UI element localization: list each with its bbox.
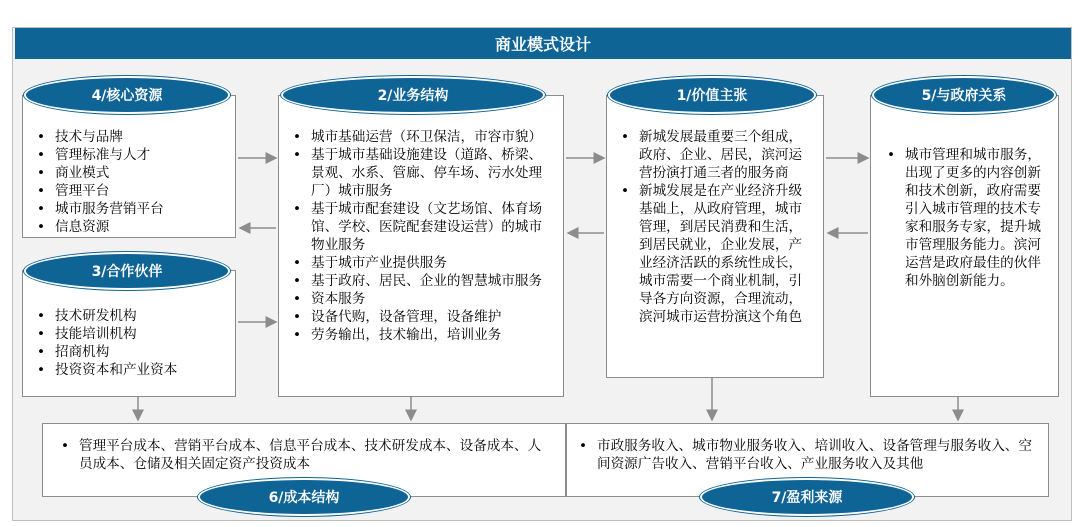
list-item: • 信息资源	[55, 218, 235, 236]
list-item: • 城市基础运营（环卫保洁，市容市貌）	[311, 128, 549, 146]
business-structure-label: 2/业务结构	[281, 76, 545, 114]
list-item: • 基于城市产业提供服务	[311, 254, 549, 272]
list-item: • 劳务输出，技术输出，培训业务	[311, 326, 549, 344]
list-item: • 设备代购，设备管理，设备维护	[311, 308, 549, 326]
list-item: • 管理平台	[55, 182, 235, 200]
business-structure-box	[278, 95, 564, 397]
cost-structure-label: 6/成本结构	[198, 478, 410, 516]
partners-list	[23, 307, 235, 379]
list-item: • 城市管理和城市服务，出现了更多的内容创新和技术创新，政府需要引入城市管理的技术专家和服务专家，提升城市管理服务能力。滨河运营是政府最佳的伙伴和外脑创新能力。	[905, 146, 1048, 290]
government-relations-list	[871, 146, 1058, 290]
list-item: • 商业模式	[55, 164, 235, 182]
government-relations-box	[870, 95, 1059, 397]
list-item: • 市政服务收入、城市物业服务收入、培训收入、设备管理与服务收入、空间资源广告收入、营销平台收入、产业服务收入及其他	[597, 437, 1034, 473]
page-title: 商业模式设计	[15, 28, 1071, 59]
list-item: • 基于城市基础设施建设（道路、桥梁、景观、水系、管廊、停车场、污水处理厂）城市服务	[311, 146, 549, 200]
list-item: • 新城发展最重要三个组成，政府、企业、居民，滨河运营扮演打通三者的服务商	[639, 128, 813, 182]
list-item: • 技术研发机构	[55, 307, 235, 325]
list-item: • 管理平台成本、营销平台成本、信息平台成本、技术研发成本、设备成本、人员成本、仓储及相关固定资产投资成本	[79, 437, 551, 473]
list-item: • 招商机构	[55, 343, 235, 361]
list-item: • 技能培训机构	[55, 325, 235, 343]
list-item: • 新城发展是在产业经济升级基础上，从政府管理，城市管理，到居民消费和生活，到居民就业，企业发展，产业经济活跃的系统性成长，城市需要一个商业机制，引导各方向资源，合理流动，滨河城市运营扮演这个角色	[639, 182, 813, 326]
value-proposition-list	[607, 128, 823, 326]
business-structure-list	[279, 128, 563, 344]
revenue-sources-label: 7/盈利来源	[700, 478, 914, 516]
list-item: • 基于政府、居民、企业的智慧城市服务	[311, 272, 549, 290]
government-relations-label: 5/与政府关系	[872, 76, 1056, 114]
list-item: • 资本服务	[311, 290, 549, 308]
value-proposition-box	[606, 95, 824, 378]
list-item: • 管理标准与人才	[55, 146, 235, 164]
cost-structure-list	[43, 437, 565, 473]
core-resources-list	[23, 128, 235, 236]
value-proposition-label: 1/价值主张	[608, 76, 816, 114]
revenue-sources-list	[567, 437, 1048, 473]
list-item: • 投资资本和产业资本	[55, 361, 235, 379]
core-resources-label: 4/核心资源	[24, 76, 230, 114]
list-item: • 城市服务营销平台	[55, 200, 235, 218]
partners-label: 3/合作伙伴	[24, 252, 230, 290]
list-item: • 基于城市配套建设（文艺场馆、体育场馆、学校、医院配套建设运营）的城市物业服务	[311, 200, 549, 254]
list-item: • 技术与品牌	[55, 128, 235, 146]
core-resources-box	[22, 95, 236, 238]
